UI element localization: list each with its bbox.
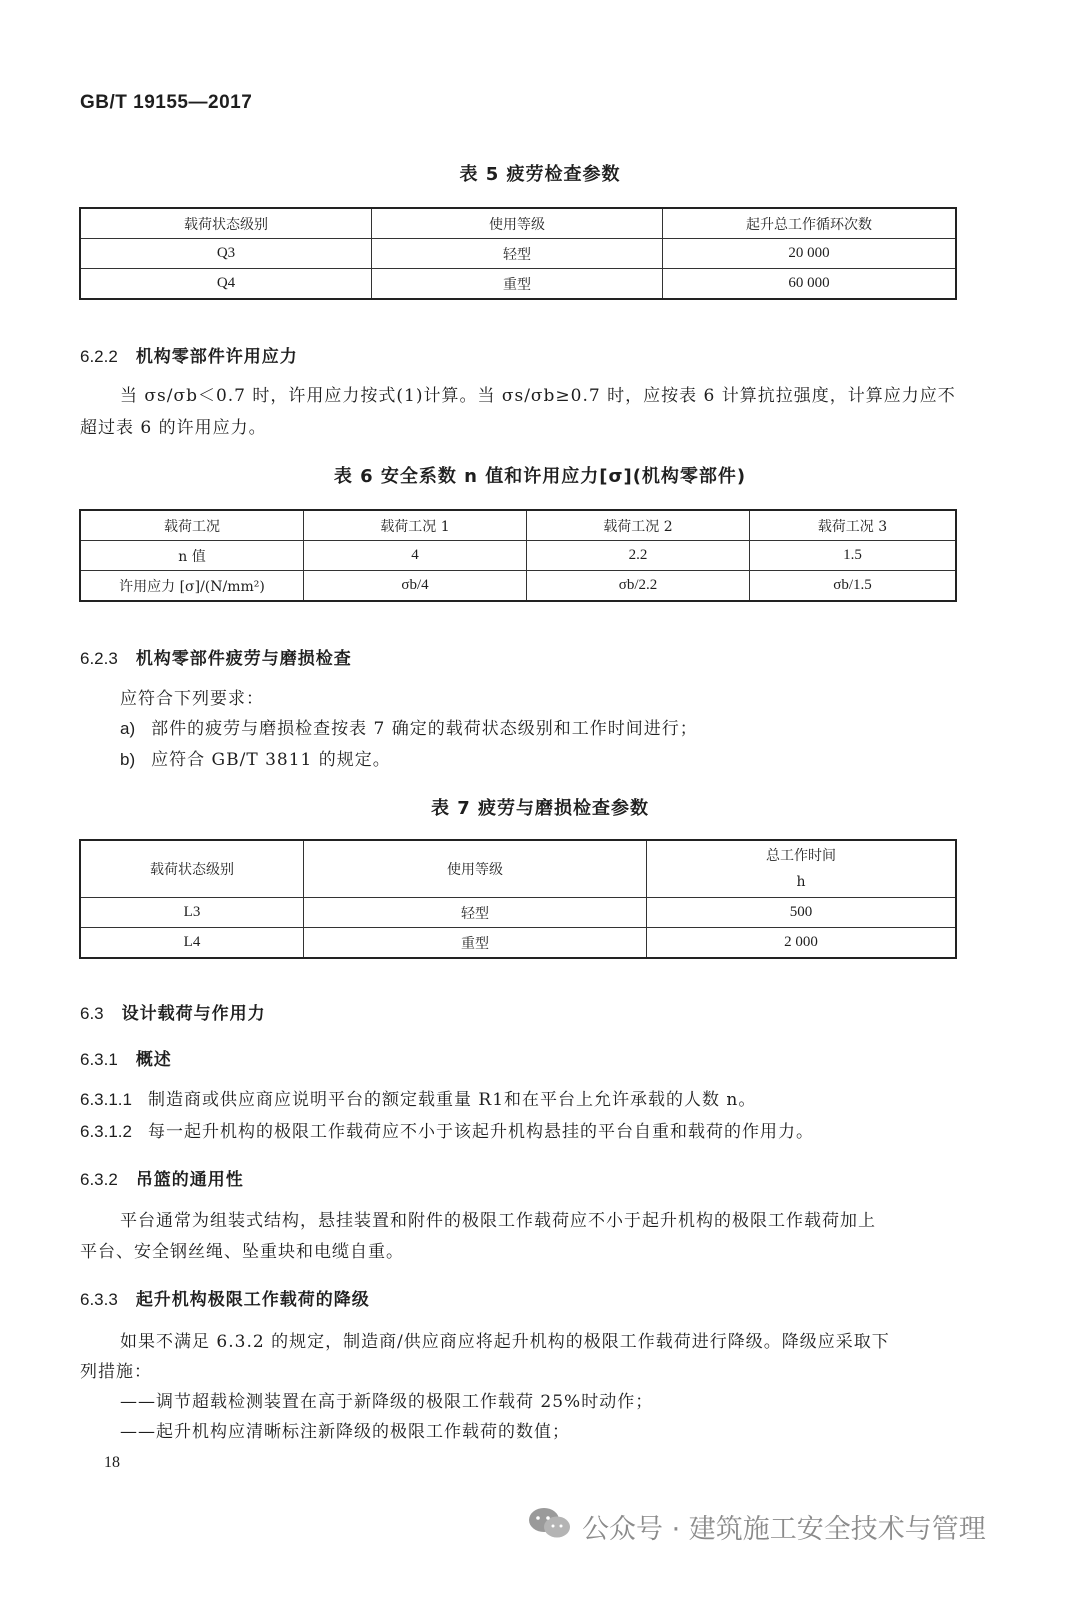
clause-number: 6.3.1.2 xyxy=(80,1122,132,1141)
standard-code: GB/T 19155—2017 xyxy=(80,92,253,113)
table7-caption: 表 7 疲劳与磨损检查参数 xyxy=(430,798,650,819)
table6-header-cell: 载荷工况 xyxy=(80,510,304,541)
table-cell: L4 xyxy=(80,928,304,959)
watermark-text: 公众号 · 建筑施工安全技术与管理 xyxy=(582,1514,986,1545)
clause-number: 6.3.1.1 xyxy=(80,1090,132,1109)
section-6-2-2-heading xyxy=(80,342,298,367)
unit-label: h xyxy=(796,874,806,890)
table-cell: 1.5 xyxy=(750,541,957,571)
table-cell: L3 xyxy=(80,898,304,928)
table-cell: σb/2.2 xyxy=(527,571,750,602)
table6 xyxy=(79,509,957,602)
section-title: 概述 xyxy=(135,1050,172,1070)
section-6-3-3-heading xyxy=(80,1285,370,1310)
table-cell: 2 000 xyxy=(647,928,957,959)
list-item-text: 应符合 GB/T 3811 的规定。 xyxy=(151,750,391,770)
table-cell: σb/1.5 xyxy=(750,571,957,602)
table6-caption: 表 6 安全系数 n 值和许用应力[σ](机构零部件) xyxy=(333,466,747,487)
paragraph-6-3-2-line1: 平台通常为组装式结构，悬挂装置和附件的极限工作载荷应不小于起升机构的极限工作载荷加上 xyxy=(120,1211,876,1231)
table-row xyxy=(80,541,956,571)
table-cell: 轻型 xyxy=(304,898,647,928)
list-item-label: a) xyxy=(120,719,136,738)
clause-6-3-1-2 xyxy=(80,1116,814,1148)
table-cell: 60 000 xyxy=(663,269,957,300)
list-item-label: b) xyxy=(120,750,136,769)
table7-header-cell: 使用等级 xyxy=(304,840,647,898)
dash-item-1: ——调节超载检测装置在高于新降级的极限工作载荷 25%时动作； xyxy=(120,1392,654,1412)
paragraph-6-2-2-line1: 当 σs/σb＜0.7 时，许用应力按式(1)计算。当 σs/σb≥0.7 时，应按表 6 计算抗拉强度，计算应力应不 xyxy=(120,386,956,406)
table5-caption: 表 5 疲劳检查参数 xyxy=(459,164,621,185)
table7 xyxy=(79,839,957,959)
table-cell: 许用应力 [σ]/(N/mm²) xyxy=(80,571,304,602)
requirements-intro: 应符合下列要求： xyxy=(120,689,264,709)
paragraph-6-3-3-line1: 如果不满足 6.3.2 的规定，制造商/供应商应将起升机构的极限工作载荷进行降级。降级应采取下 xyxy=(120,1332,890,1352)
table-row xyxy=(80,898,956,928)
section-title: 起升机构极限工作载荷的降级 xyxy=(135,1290,370,1310)
list-item-a xyxy=(120,713,698,745)
wechat-icon xyxy=(526,1506,572,1547)
table-cell: 4 xyxy=(304,541,527,571)
table-cell: 重型 xyxy=(372,269,663,300)
section-number: 6.3.3 xyxy=(80,1290,118,1309)
section-title: 设计载荷与作用力 xyxy=(121,1004,266,1024)
list-item-text: 部件的疲劳与磨损检查按表 7 确定的载荷状态级别和工作时间进行； xyxy=(151,719,698,739)
table6-header-row xyxy=(80,510,956,541)
section-6-2-3-heading xyxy=(80,644,352,669)
clause-6-3-1-1 xyxy=(80,1084,756,1116)
table-cell: σb/4 xyxy=(304,571,527,602)
table7-header-row xyxy=(80,840,956,898)
table-cell: 轻型 xyxy=(372,239,663,269)
table-cell: 500 xyxy=(647,898,957,928)
section-number: 6.2.2 xyxy=(80,347,118,366)
table-cell: n 值 xyxy=(80,541,304,571)
page-number: 18 xyxy=(104,1454,120,1471)
section-number: 6.3.1 xyxy=(80,1050,118,1069)
section-title: 机构零部件许用应力 xyxy=(135,347,298,367)
table5-header-cell: 使用等级 xyxy=(372,208,663,239)
table-row xyxy=(80,571,956,602)
table-row xyxy=(80,269,956,300)
table-cell: Q3 xyxy=(80,239,372,269)
table6-header-cell: 载荷工况 2 xyxy=(527,510,750,541)
section-number: 6.2.3 xyxy=(80,649,118,668)
table7-header-cell: 载荷状态级别 xyxy=(80,840,304,898)
table-cell: 重型 xyxy=(304,928,647,959)
clause-text: 每一起升机构的极限工作载荷应不小于该起升机构悬挂的平台自重和载荷的作用力。 xyxy=(148,1122,814,1142)
table-cell: 2.2 xyxy=(527,541,750,571)
section-title: 机构零部件疲劳与磨损检查 xyxy=(135,649,352,669)
table-row xyxy=(80,928,956,959)
paragraph-6-3-2-line2: 平台、安全钢丝绳、坠重块和电缆自重。 xyxy=(80,1242,404,1262)
table5-header-cell: 载荷状态级别 xyxy=(80,208,372,239)
section-number: 6.3 xyxy=(80,1004,104,1023)
table-cell: 20 000 xyxy=(663,239,957,269)
table6-header-cell: 载荷工况 3 xyxy=(750,510,957,541)
table-cell: Q4 xyxy=(80,269,372,300)
dash-item-2: ——起升机构应清晰标注新降级的极限工作载荷的数值； xyxy=(120,1422,570,1442)
section-title: 吊篮的通用性 xyxy=(135,1170,244,1190)
paragraph-6-3-3-line2: 列措施： xyxy=(80,1362,152,1382)
section-number: 6.3.2 xyxy=(80,1170,118,1189)
table5-header-cell: 起升总工作循环次数 xyxy=(663,208,957,239)
total-working-time-label: 总工作时间 xyxy=(766,848,836,864)
table7-header-cell xyxy=(647,840,957,898)
list-item-b xyxy=(120,744,391,776)
table5 xyxy=(79,207,957,300)
clause-text: 制造商或供应商应说明平台的额定载重量 R1和在平台上允许承载的人数 n。 xyxy=(148,1090,757,1110)
watermark xyxy=(526,1506,986,1547)
table-row xyxy=(80,239,956,269)
table5-header-row xyxy=(80,208,956,239)
table6-header-cell: 载荷工况 1 xyxy=(304,510,527,541)
section-6-3-2-heading xyxy=(80,1165,244,1190)
section-6-3-1-heading xyxy=(80,1045,172,1070)
section-6-3-heading xyxy=(80,999,266,1024)
paragraph-6-2-2-line2: 超过表 6 的许用应力。 xyxy=(80,418,267,438)
